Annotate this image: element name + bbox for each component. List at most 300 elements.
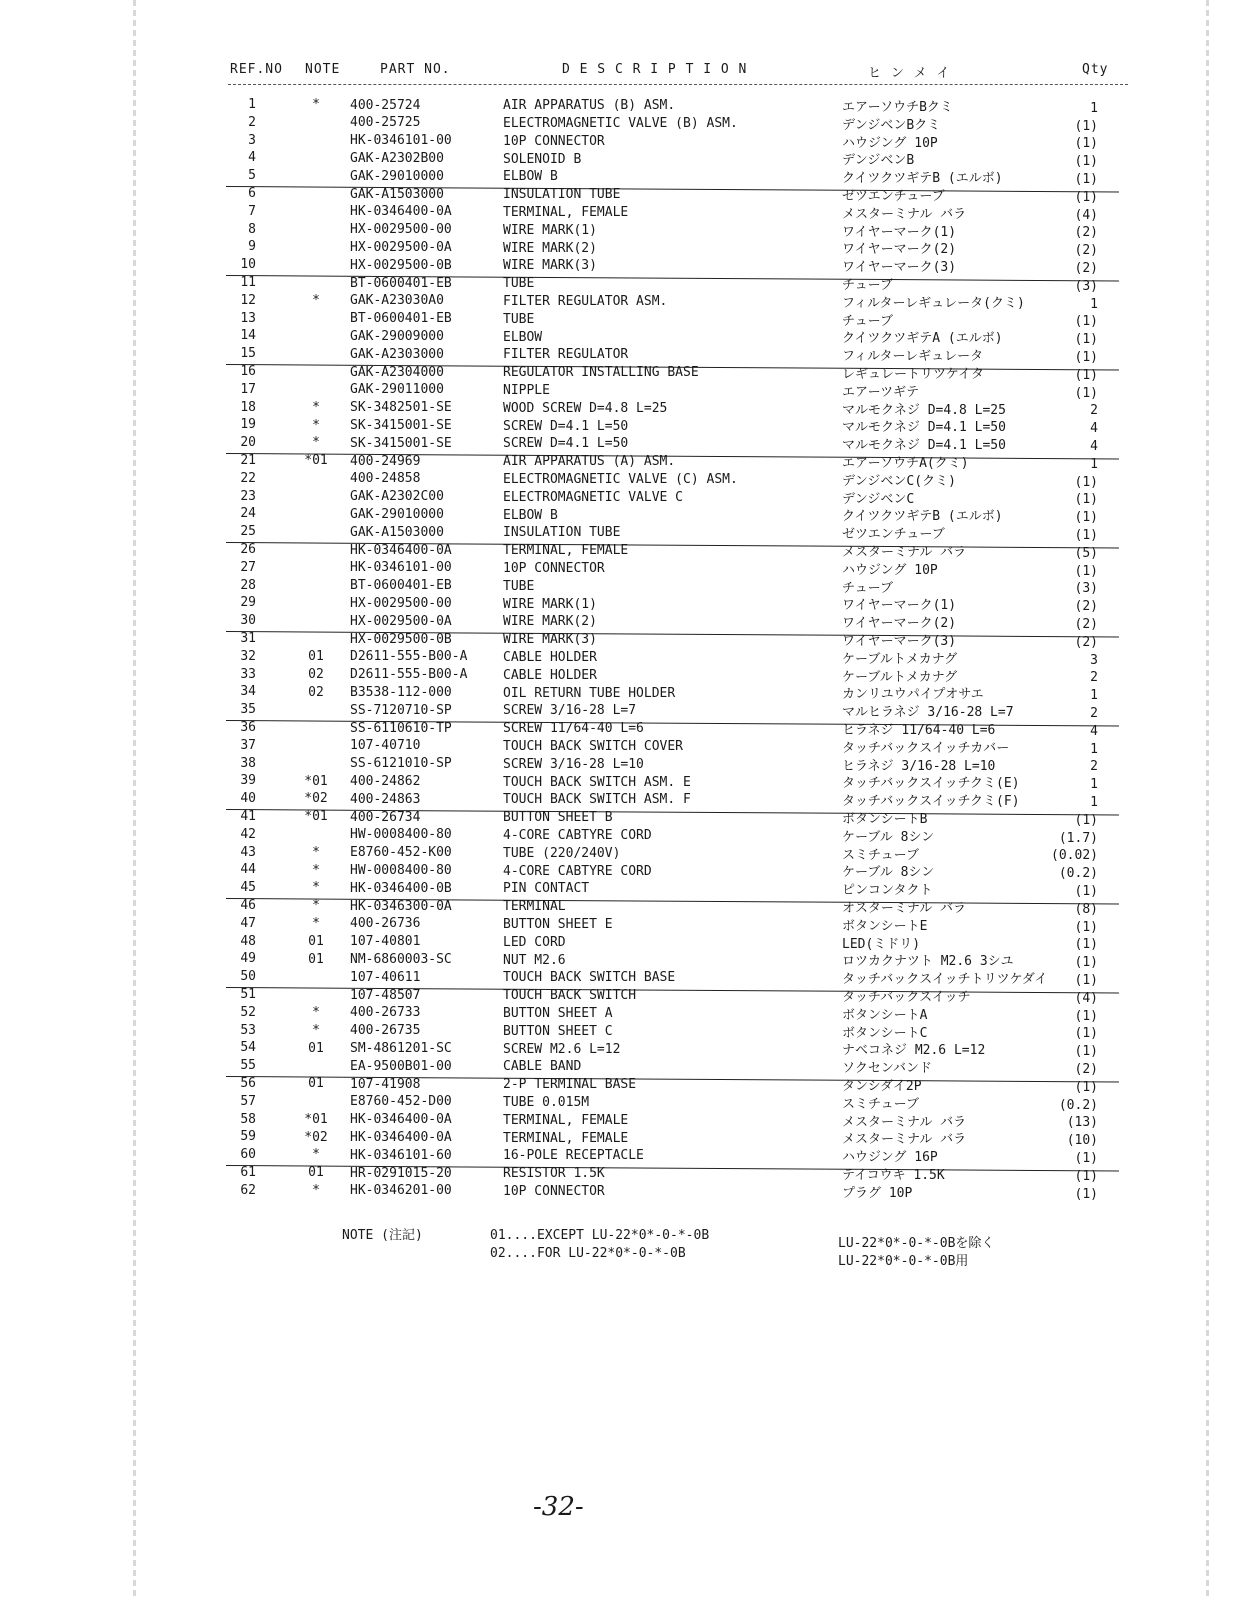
qty-cell: (1) <box>1074 1168 1098 1184</box>
ref-no-cell: 50 <box>240 969 256 985</box>
note-cell: *01 <box>304 1111 328 1127</box>
table-row <box>0 292 1239 310</box>
table-row <box>0 523 1239 544</box>
ref-no-cell: 56 <box>240 1076 256 1091</box>
kana-name-cell: ハウジング 16P <box>842 1150 938 1166</box>
description-cell: TERMINAL, FEMALE <box>503 1112 629 1128</box>
qty-cell: (3) <box>1074 278 1098 294</box>
qty-cell: (1) <box>1074 919 1098 935</box>
kana-name-cell: エアーツギテ <box>842 384 920 400</box>
qty-cell: (1) <box>1074 367 1098 383</box>
description-cell: WIRE MARK(3) <box>503 632 597 648</box>
qty-cell: 1 <box>1090 456 1098 472</box>
ref-no-cell: 10 <box>240 257 256 273</box>
table-row <box>0 1164 1239 1182</box>
table-row <box>0 1093 1239 1111</box>
qty-cell: (3) <box>1074 581 1098 597</box>
description-cell: ELECTROMAGNETIC VALVE (B) ASM. <box>503 116 738 132</box>
qty-cell: (5) <box>1074 545 1098 561</box>
description-cell: BUTTON SHEET E <box>503 917 613 933</box>
qty-cell: 2 <box>1090 670 1098 686</box>
part-no-cell: HK-0346300-0A <box>350 898 452 914</box>
table-row <box>0 1146 1239 1167</box>
note-cell: *02 <box>304 791 328 807</box>
ref-no-cell: 23 <box>240 488 256 504</box>
kana-name-cell: デンジベンB <box>842 153 915 169</box>
qty-cell: (1) <box>1074 118 1098 134</box>
part-no-cell: SK-3482501-SE <box>350 400 452 416</box>
kana-name-cell: ゼツエンチューブ <box>842 527 945 543</box>
description-cell: PIN CONTACT <box>503 881 590 897</box>
table-row <box>0 648 1239 666</box>
description-cell: TOUCH BACK SWITCH COVER <box>503 739 684 755</box>
description-cell: TERMINAL <box>503 899 566 915</box>
table-row <box>0 915 1239 933</box>
table-row <box>0 559 1239 577</box>
qty-cell: (8) <box>1074 901 1098 917</box>
description-cell: TUBE <box>503 276 535 292</box>
note-cell: * <box>312 862 320 878</box>
part-no-cell: 400-26735 <box>350 1023 421 1039</box>
description-cell: AIR APPARATUS (B) ASM. <box>503 98 676 114</box>
note-jp-01: LU-22*0*-0-*-0Bを除く <box>838 1236 995 1251</box>
part-no-cell: B3538-112-000 <box>350 684 452 700</box>
table-row <box>0 505 1239 526</box>
kana-name-cell: タッチバックスイッチカバー <box>842 740 1010 756</box>
part-no-cell: GAK-29009000 <box>350 328 444 344</box>
kana-name-cell: LED(ミドリ) <box>842 936 921 952</box>
kana-name-cell: ボタンシートC <box>842 1025 928 1041</box>
qty-cell: (1) <box>1074 1151 1098 1167</box>
qty-cell: (2) <box>1074 634 1098 650</box>
kana-name-cell: ケーブルトメカナグ <box>842 669 958 685</box>
description-cell: ELBOW B <box>503 169 558 185</box>
table-row <box>0 933 1239 951</box>
kana-name-cell: ボタンシートA <box>842 1007 928 1023</box>
part-no-cell: EA-9500B01-00 <box>350 1058 452 1074</box>
part-no-cell: 400-24862 <box>350 773 421 789</box>
description-cell: TERMINAL, FEMALE <box>503 1130 629 1146</box>
table-row <box>0 879 1239 900</box>
table-row <box>0 719 1239 737</box>
part-no-cell: GAK-A2302B00 <box>350 150 444 166</box>
table-row <box>0 434 1239 455</box>
description-cell: BUTTON SHEET B <box>503 810 613 826</box>
table-row <box>0 256 1239 277</box>
kana-name-cell: フィルターレギュレータ(クミ) <box>842 295 1025 311</box>
part-no-cell: HK-0346201-00 <box>350 1183 452 1199</box>
table-row <box>0 683 1239 704</box>
table-row <box>0 737 1239 755</box>
ref-no-cell: 38 <box>240 755 256 771</box>
qty-cell: (0.2) <box>1058 866 1098 882</box>
table-row <box>0 185 1239 203</box>
table-row <box>0 345 1239 366</box>
kana-name-cell: マルヒラネジ 3/16-28 L=7 <box>842 705 1014 721</box>
qty-cell: (1) <box>1074 474 1098 490</box>
ref-no-cell: 53 <box>240 1022 256 1038</box>
description-cell: WIRE MARK(1) <box>503 596 597 612</box>
qty-cell: (1) <box>1074 136 1098 152</box>
note-cell: 01 <box>308 933 324 949</box>
part-no-cell: HK-0346400-0A <box>350 1112 452 1128</box>
description-cell: BUTTON SHEET A <box>503 1006 613 1022</box>
part-no-cell: BT-0600401-EB <box>350 578 452 594</box>
note-cell: * <box>312 1022 320 1038</box>
note-cell: * <box>312 435 320 451</box>
kana-name-cell: スミチューブ <box>842 847 919 863</box>
qty-cell: (2) <box>1074 617 1098 633</box>
qty-cell: 1 <box>1090 777 1098 793</box>
part-no-cell: D2611-555-B00-A <box>350 649 468 665</box>
qty-cell: (1) <box>1074 492 1098 508</box>
kana-name-cell: ワイヤーマーク(2) <box>842 242 957 258</box>
table-row <box>0 986 1239 1004</box>
qty-cell: (2) <box>1074 261 1098 277</box>
ref-no-cell: 6 <box>248 186 256 201</box>
qty-cell: (2) <box>1074 225 1098 241</box>
description-cell: ELBOW B <box>503 507 558 523</box>
part-no-cell: HX-0029500-00 <box>350 595 452 611</box>
note-cell: * <box>312 1147 320 1163</box>
kana-name-cell: エアーソウチA(クミ) <box>842 455 969 471</box>
kana-name-cell: ワイヤーマーク(1) <box>842 224 957 240</box>
ref-no-cell: 36 <box>240 720 256 735</box>
description-cell: 4-CORE CABTYRE CORD <box>503 863 652 879</box>
ref-no-cell: 1 <box>248 97 256 112</box>
part-no-cell: 400-24969 <box>350 453 421 469</box>
header-qty: Qty <box>1082 62 1109 77</box>
part-no-cell: SM-4861201-SC <box>350 1040 452 1056</box>
qty-cell: (1) <box>1074 172 1098 188</box>
ref-no-cell: 40 <box>240 791 256 807</box>
ref-no-cell: 31 <box>240 631 256 646</box>
header-ref-no: REF.NO <box>230 62 283 77</box>
kana-name-cell: チューブ <box>842 313 893 329</box>
header-kana: ヒ ン メ イ <box>868 66 951 81</box>
ref-no-cell: 41 <box>240 809 256 824</box>
kana-name-cell: クイツクツギテB (エルボ) <box>842 509 1003 525</box>
qty-cell: (2) <box>1074 243 1098 259</box>
part-no-cell: 400-26736 <box>350 916 421 932</box>
qty-cell: 4 <box>1090 439 1098 455</box>
header-description: D E S C R I P T I O N <box>562 62 748 77</box>
kana-name-cell: オスターミナル バラ <box>842 900 967 916</box>
part-no-cell: HX-0029500-0B <box>350 257 452 273</box>
qty-cell: (0.02) <box>1051 848 1098 864</box>
part-no-cell: BT-0600401-EB <box>350 275 452 291</box>
ref-no-cell: 46 <box>240 898 256 913</box>
note-cell: * <box>312 1183 320 1199</box>
part-no-cell: SK-3415001-SE <box>350 435 452 451</box>
ref-no-cell: 55 <box>240 1058 256 1074</box>
description-cell: NUT M2.6 <box>503 952 566 968</box>
table-row <box>0 132 1239 150</box>
part-no-cell: HX-0029500-0A <box>350 239 452 255</box>
ref-no-cell: 18 <box>240 399 256 415</box>
table-row <box>0 203 1239 221</box>
note-cell: * <box>312 898 320 914</box>
description-cell: ELBOW <box>503 329 543 345</box>
description-cell: TERMINAL, FEMALE <box>503 543 629 559</box>
ref-no-cell: 51 <box>240 987 256 1002</box>
ref-no-cell: 35 <box>240 702 256 718</box>
page-number: -32- <box>533 1492 584 1522</box>
description-cell: SCREW 3/16-28 L=7 <box>503 703 637 719</box>
table-row <box>0 541 1239 559</box>
qty-cell: 2 <box>1090 759 1098 775</box>
ref-no-cell: 47 <box>240 915 256 931</box>
part-no-cell: SK-3415001-SE <box>350 417 452 433</box>
part-no-cell: 107-40611 <box>350 969 421 985</box>
note-cell: 01 <box>308 1040 324 1056</box>
description-cell: CABLE HOLDER <box>503 650 597 666</box>
ref-no-cell: 2 <box>248 114 256 130</box>
part-no-cell: 400-26734 <box>350 809 421 825</box>
description-cell: TUBE 0.015M <box>503 1095 590 1111</box>
kana-name-cell: カンリユウパイプオサエ <box>842 687 984 703</box>
part-no-cell: HK-0346400-0A <box>350 1129 452 1145</box>
qty-cell: 3 <box>1090 652 1098 668</box>
note-cell: * <box>312 880 320 896</box>
kana-name-cell: テイコウキ 1.5K <box>842 1167 945 1183</box>
table-row <box>0 577 1239 595</box>
ref-no-cell: 26 <box>240 542 256 557</box>
ref-no-cell: 16 <box>240 364 256 379</box>
kana-name-cell: ゼツエンチューブ <box>842 188 945 204</box>
note-jp-02: LU-22*0*-0-*-0B用 <box>838 1254 969 1269</box>
part-no-cell: GAK-A2303000 <box>350 346 444 362</box>
qty-cell: 2 <box>1090 706 1098 722</box>
qty-cell: (1) <box>1074 510 1098 526</box>
ref-no-cell: 33 <box>240 666 256 682</box>
table-row <box>0 452 1239 470</box>
qty-cell: (1) <box>1074 314 1098 330</box>
note-cell: 01 <box>308 951 324 967</box>
description-cell: 2-P TERMINAL BASE <box>503 1077 637 1093</box>
description-cell: TUBE <box>503 311 535 327</box>
ref-no-cell: 45 <box>240 880 256 896</box>
note-cell: 01 <box>308 1076 324 1092</box>
kana-name-cell: ソクセンバンド <box>842 1061 932 1077</box>
table-row <box>0 221 1239 239</box>
description-cell: WIRE MARK(2) <box>503 614 597 630</box>
table-row <box>0 1039 1239 1060</box>
qty-cell: (2) <box>1074 599 1098 615</box>
qty-cell: (10) <box>1066 1133 1098 1149</box>
qty-cell: (1) <box>1074 1008 1098 1024</box>
table-row <box>0 1057 1239 1078</box>
part-no-cell: GAK-29010000 <box>350 506 444 522</box>
description-cell: 16-POLE RECEPTACLE <box>503 1148 644 1164</box>
part-no-cell: BT-0600401-EB <box>350 311 452 327</box>
kana-name-cell: ボタンシートB <box>842 811 928 827</box>
description-cell: 4-CORE CABTYRE CORD <box>503 828 652 844</box>
description-cell: CABLE BAND <box>503 1059 582 1075</box>
qty-cell: (13) <box>1066 1115 1098 1131</box>
qty-cell: (1) <box>1074 385 1098 401</box>
description-cell: OIL RETURN TUBE HOLDER <box>503 685 676 701</box>
part-no-cell: 400-25724 <box>350 97 421 113</box>
ref-no-cell: 49 <box>240 951 256 967</box>
note-cell: 02 <box>308 684 324 700</box>
qty-cell: 1 <box>1090 296 1098 312</box>
table-row <box>0 1182 1239 1200</box>
part-no-cell: HW-0008400-80 <box>350 862 452 878</box>
part-no-cell: HX-0029500-00 <box>350 222 452 238</box>
note-cell: * <box>312 417 320 433</box>
description-cell: TOUCH BACK SWITCH <box>503 988 637 1004</box>
kana-name-cell: ロツカクナツト M2.6 3シユ <box>842 954 1014 970</box>
note-cell: 02 <box>308 666 324 682</box>
table-row <box>0 630 1239 648</box>
kana-name-cell: ハウジング 10P <box>842 562 938 578</box>
kana-name-cell: プラグ 10P <box>842 1185 913 1201</box>
kana-name-cell: レギュレートリツケイタ <box>842 366 984 382</box>
ref-no-cell: 12 <box>240 292 256 308</box>
qty-cell: 4 <box>1090 723 1098 739</box>
ref-no-cell: 3 <box>248 132 256 148</box>
ref-no-cell: 42 <box>240 826 256 842</box>
table-row <box>0 1022 1239 1040</box>
ref-no-cell: 29 <box>240 595 256 611</box>
kana-name-cell: メスターミナル バラ <box>842 206 967 222</box>
table-row <box>0 897 1239 915</box>
qty-cell: (1) <box>1074 332 1098 348</box>
qty-cell: (1.7) <box>1058 830 1098 846</box>
description-cell: INSULATION TUBE <box>503 525 621 541</box>
kana-name-cell: ボタンシートE <box>842 918 928 934</box>
ref-no-cell: 5 <box>248 168 256 184</box>
description-cell: SCREW D=4.1 L=50 <box>503 418 629 434</box>
description-cell: SOLENOID B <box>503 151 582 167</box>
part-no-cell: NM-6860003-SC <box>350 951 452 967</box>
ref-no-cell: 54 <box>240 1040 256 1056</box>
ref-no-cell: 22 <box>240 470 256 486</box>
part-no-cell: D2611-555-B00-A <box>350 667 468 683</box>
kana-name-cell: タッチバックスイッチ <box>842 989 971 1005</box>
ref-no-cell: 37 <box>240 737 256 753</box>
qty-cell: (1) <box>1074 189 1098 205</box>
part-no-cell: HK-0346101-00 <box>350 133 452 149</box>
description-cell: TOUCH BACK SWITCH ASM. E <box>503 774 691 790</box>
ref-no-cell: 39 <box>240 773 256 789</box>
qty-cell: 1 <box>1090 795 1098 811</box>
part-no-cell: HK-0346400-0A <box>350 204 452 220</box>
part-no-cell: HX-0029500-0B <box>350 631 452 647</box>
ref-no-cell: 57 <box>240 1093 256 1109</box>
ref-no-cell: 9 <box>248 239 256 255</box>
qty-cell: (1) <box>1074 1186 1098 1202</box>
kana-name-cell: メスターミナル バラ <box>842 1132 967 1148</box>
kana-name-cell: ヒラネジ 11/64-40 L=6 <box>842 722 996 738</box>
table-row <box>0 149 1239 170</box>
kana-name-cell: ケーブル 8シン <box>842 865 935 881</box>
description-cell: SCREW M2.6 L=12 <box>503 1041 621 1057</box>
ref-no-cell: 32 <box>240 648 256 664</box>
part-no-cell: 107-40801 <box>350 934 421 950</box>
qty-cell: (1) <box>1074 955 1098 971</box>
description-cell: RESISTOR 1.5K <box>503 1166 605 1182</box>
qty-cell: (4) <box>1074 207 1098 223</box>
note-line-02: 02....FOR LU-22*0*-0-*-0B <box>490 1246 686 1261</box>
description-cell: NIPPLE <box>503 383 550 399</box>
table-row <box>0 844 1239 862</box>
ref-no-cell: 52 <box>240 1004 256 1020</box>
qty-cell: (1) <box>1074 563 1098 579</box>
description-cell: 10P CONNECTOR <box>503 561 605 577</box>
description-cell: SCREW 11/64-40 L=6 <box>503 721 644 737</box>
description-cell: ELECTROMAGNETIC VALVE C <box>503 489 684 505</box>
qty-cell: 1 <box>1090 688 1098 704</box>
note-cell: * <box>312 844 320 860</box>
ref-no-cell: 13 <box>240 310 256 326</box>
kana-name-cell: ケーブル 8シン <box>842 829 935 845</box>
description-cell: TOUCH BACK SWITCH BASE <box>503 970 676 986</box>
description-cell: ELECTROMAGNETIC VALVE (C) ASM. <box>503 472 738 488</box>
description-cell: CABLE HOLDER <box>503 667 597 683</box>
table-row <box>0 861 1239 882</box>
note-cell: *01 <box>304 773 328 789</box>
part-no-cell: 107-40710 <box>350 738 421 754</box>
table-row <box>0 310 1239 328</box>
part-no-cell: HK-0346400-0B <box>350 880 452 896</box>
table-row <box>0 1075 1239 1093</box>
kana-name-cell: デンジベンBクミ <box>842 117 941 133</box>
description-cell: TERMINAL, FEMALE <box>503 205 629 221</box>
qty-cell: (1) <box>1074 528 1098 544</box>
note-cell: * <box>312 1005 320 1021</box>
table-row <box>0 808 1239 826</box>
kana-name-cell: メスターミナル バラ <box>842 1114 967 1130</box>
part-no-cell: 400-25725 <box>350 115 421 131</box>
note-cell: *02 <box>304 1129 328 1145</box>
qty-cell: 4 <box>1090 421 1098 437</box>
table-row <box>0 363 1239 381</box>
part-no-cell: HW-0008400-80 <box>350 827 452 843</box>
ref-no-cell: 59 <box>240 1129 256 1145</box>
qty-cell: 2 <box>1090 403 1098 419</box>
ref-no-cell: 30 <box>240 613 256 629</box>
description-cell: WIRE MARK(2) <box>503 240 597 256</box>
kana-name-cell: ケーブルトメカナグ <box>842 651 958 667</box>
note-cell: * <box>312 399 320 415</box>
table-row <box>0 274 1239 292</box>
table-row <box>0 968 1239 989</box>
ref-no-cell: 28 <box>240 577 256 593</box>
table-row <box>0 1004 1239 1022</box>
part-no-cell: HK-0346101-60 <box>350 1147 452 1163</box>
kana-name-cell: マルモクネジ D=4.8 L=25 <box>842 402 1006 418</box>
ref-no-cell: 17 <box>240 381 256 397</box>
qty-cell: (1) <box>1074 937 1098 953</box>
qty-cell: 1 <box>1090 741 1098 757</box>
description-cell: WIRE MARK(3) <box>503 258 597 274</box>
description-cell: LED CORD <box>503 934 566 950</box>
qty-cell: (1) <box>1074 154 1098 170</box>
part-no-cell: HK-0346101-00 <box>350 560 452 576</box>
kana-name-cell: ハウジング 10P <box>842 135 938 151</box>
ref-no-cell: 19 <box>240 417 256 433</box>
kana-name-cell: マルモクネジ D=4.1 L=50 <box>842 420 1006 436</box>
description-cell: FILTER REGULATOR ASM. <box>503 294 668 310</box>
part-no-cell: 400-24863 <box>350 791 421 807</box>
note-cell: 01 <box>308 1165 324 1181</box>
note-cell: * <box>312 916 320 932</box>
qty-cell: (1) <box>1074 973 1098 989</box>
ref-no-cell: 58 <box>240 1111 256 1127</box>
notes-label: NOTE (注記) <box>342 1228 423 1243</box>
